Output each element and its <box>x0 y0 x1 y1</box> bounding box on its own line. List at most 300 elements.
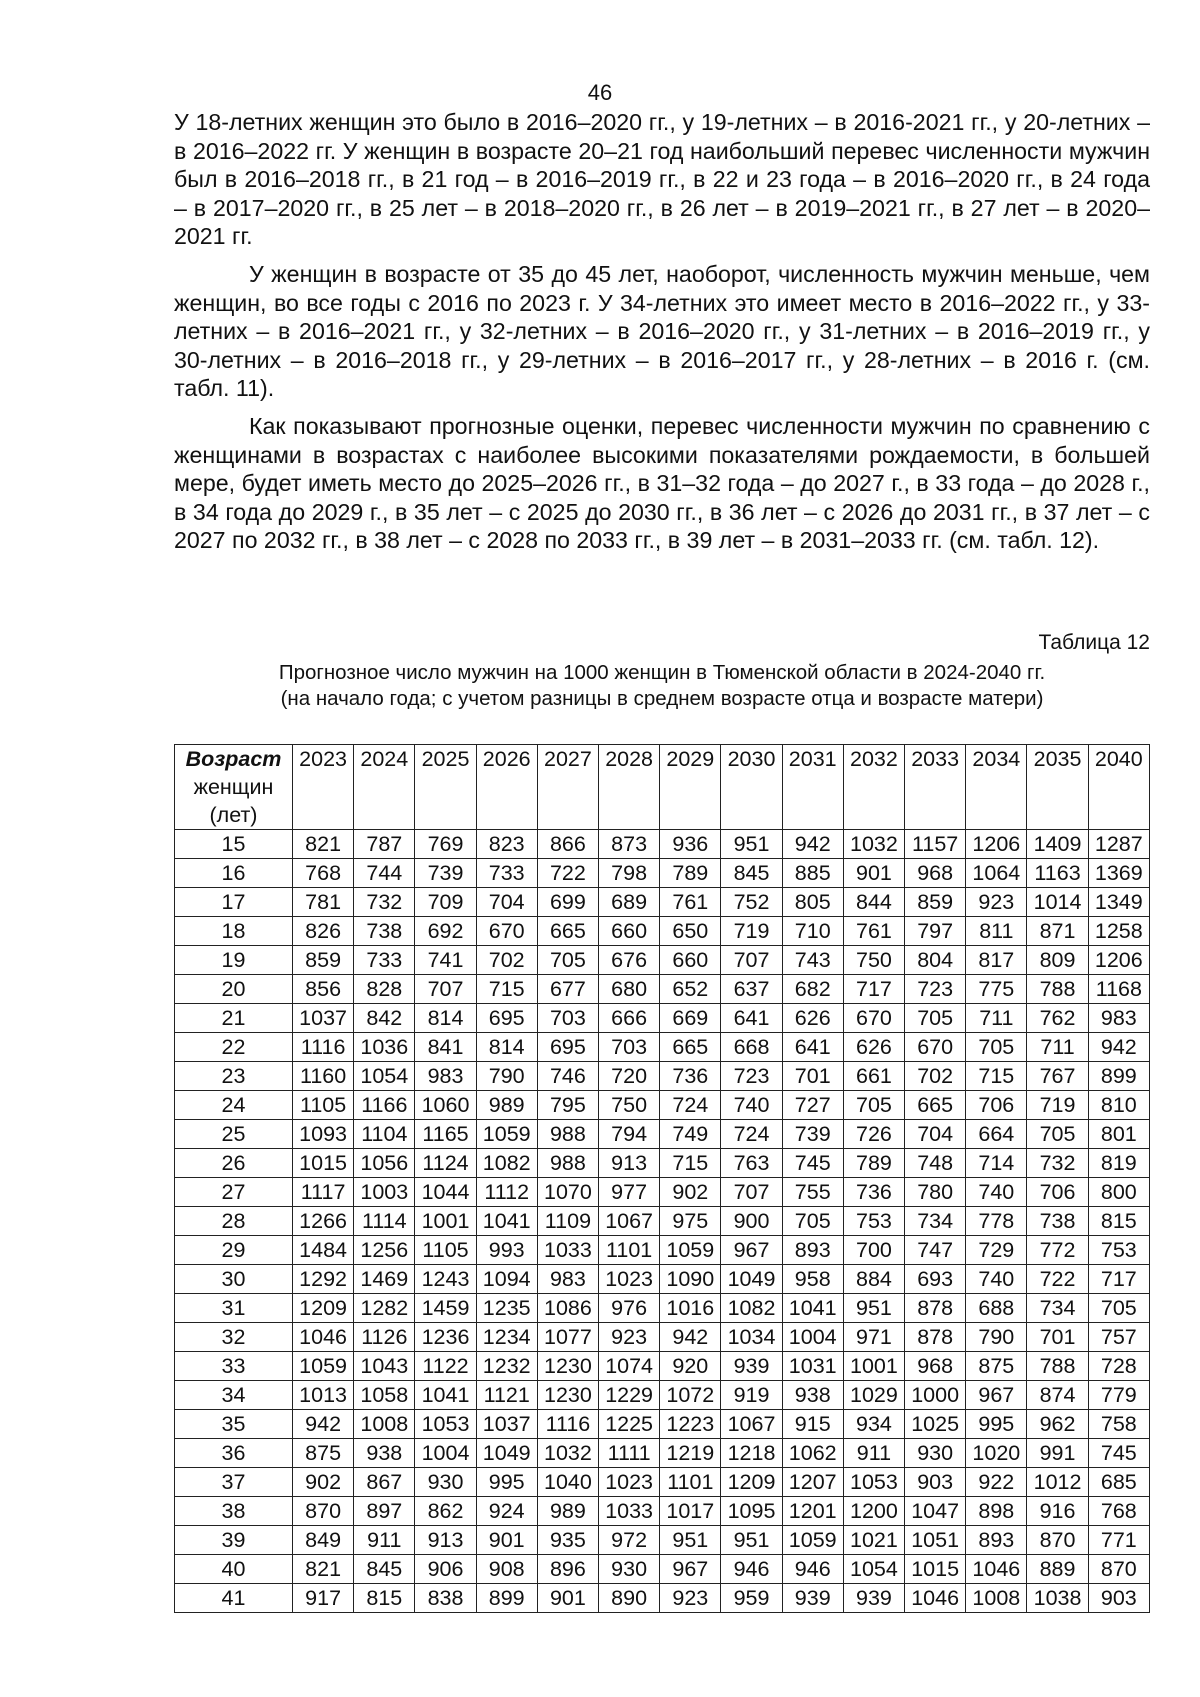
value-cell: 1058 <box>354 1381 415 1410</box>
value-cell: 1001 <box>415 1207 476 1236</box>
value-cell: 939 <box>721 1352 782 1381</box>
value-cell: 705 <box>843 1091 904 1120</box>
value-cell: 1041 <box>476 1207 537 1236</box>
value-cell: 934 <box>843 1410 904 1439</box>
value-cell: 789 <box>660 859 721 888</box>
age-cell: 35 <box>175 1410 293 1439</box>
age-cell: 23 <box>175 1062 293 1091</box>
value-cell: 983 <box>1088 1004 1149 1033</box>
value-cell: 1054 <box>843 1555 904 1584</box>
age-cell: 31 <box>175 1294 293 1323</box>
value-cell: 1168 <box>1088 975 1149 1004</box>
value-cell: 711 <box>966 1004 1027 1033</box>
value-cell: 801 <box>1088 1120 1149 1149</box>
value-cell: 1105 <box>415 1236 476 1265</box>
value-cell: 976 <box>599 1294 660 1323</box>
age-cell: 37 <box>175 1468 293 1497</box>
value-cell: 660 <box>660 946 721 975</box>
age-cell: 15 <box>175 830 293 859</box>
value-cell: 688 <box>966 1294 1027 1323</box>
value-cell: 761 <box>660 888 721 917</box>
value-cell: 714 <box>966 1149 1027 1178</box>
value-cell: 778 <box>966 1207 1027 1236</box>
value-cell: 749 <box>660 1120 721 1149</box>
table-body <box>175 830 1150 1613</box>
value-cell: 1218 <box>721 1439 782 1468</box>
value-cell: 967 <box>721 1236 782 1265</box>
value-cell: 1349 <box>1088 888 1149 917</box>
value-cell: 750 <box>599 1091 660 1120</box>
value-cell: 669 <box>660 1004 721 1033</box>
value-cell: 1126 <box>354 1323 415 1352</box>
value-cell: 862 <box>415 1497 476 1526</box>
value-cell: 738 <box>1027 1207 1088 1236</box>
value-cell: 967 <box>660 1555 721 1584</box>
value-cell: 951 <box>843 1294 904 1323</box>
value-cell: 790 <box>476 1062 537 1091</box>
table-row <box>175 1207 1150 1236</box>
value-cell: 795 <box>537 1091 598 1120</box>
value-cell: 723 <box>721 1062 782 1091</box>
value-cell: 815 <box>354 1584 415 1613</box>
value-cell: 870 <box>1088 1555 1149 1584</box>
value-cell: 878 <box>905 1323 966 1352</box>
value-cell: 810 <box>1088 1091 1149 1120</box>
value-cell: 1157 <box>905 830 966 859</box>
age-header-line3: (лет) <box>209 803 258 827</box>
value-cell: 938 <box>782 1381 843 1410</box>
value-cell: 935 <box>537 1526 598 1555</box>
value-cell: 717 <box>1088 1265 1149 1294</box>
value-cell: 842 <box>354 1004 415 1033</box>
value-cell: 923 <box>660 1584 721 1613</box>
value-cell: 707 <box>721 1178 782 1207</box>
value-cell: 789 <box>843 1149 904 1178</box>
value-cell: 968 <box>905 1352 966 1381</box>
value-cell: 771 <box>1088 1526 1149 1555</box>
value-cell: 695 <box>537 1033 598 1062</box>
value-cell: 715 <box>966 1062 1027 1091</box>
value-cell: 1046 <box>966 1555 1027 1584</box>
value-cell: 724 <box>721 1120 782 1149</box>
value-cell: 1015 <box>293 1149 354 1178</box>
value-cell: 884 <box>843 1265 904 1294</box>
value-cell: 1032 <box>843 830 904 859</box>
value-cell: 757 <box>1088 1323 1149 1352</box>
value-cell: 870 <box>293 1497 354 1526</box>
value-cell: 1236 <box>415 1323 476 1352</box>
year-header-2040: 2040 <box>1088 745 1149 830</box>
value-cell: 1025 <box>905 1410 966 1439</box>
value-cell: 896 <box>537 1555 598 1584</box>
value-cell: 856 <box>293 975 354 1004</box>
value-cell: 893 <box>782 1236 843 1265</box>
value-cell: 1093 <box>293 1120 354 1149</box>
value-cell: 817 <box>966 946 1027 975</box>
value-cell: 1101 <box>660 1468 721 1497</box>
value-cell: 814 <box>476 1033 537 1062</box>
value-cell: 758 <box>1088 1410 1149 1439</box>
table-row <box>175 1062 1150 1091</box>
value-cell: 740 <box>721 1091 782 1120</box>
year-header-2028: 2028 <box>599 745 660 830</box>
value-cell: 706 <box>1027 1178 1088 1207</box>
value-cell: 1090 <box>660 1265 721 1294</box>
value-cell: 958 <box>782 1265 843 1294</box>
value-cell: 790 <box>966 1323 1027 1352</box>
value-cell: 930 <box>415 1468 476 1497</box>
value-cell: 744 <box>354 859 415 888</box>
value-cell: 967 <box>966 1381 1027 1410</box>
value-cell: 1053 <box>415 1410 476 1439</box>
value-cell: 715 <box>476 975 537 1004</box>
value-cell: 1049 <box>476 1439 537 1468</box>
value-cell: 1000 <box>905 1381 966 1410</box>
value-cell: 826 <box>293 917 354 946</box>
value-cell: 809 <box>1027 946 1088 975</box>
value-cell: 775 <box>966 975 1027 1004</box>
age-cell: 29 <box>175 1236 293 1265</box>
value-cell: 923 <box>599 1323 660 1352</box>
value-cell: 1232 <box>476 1352 537 1381</box>
value-cell: 870 <box>1027 1526 1088 1555</box>
value-cell: 738 <box>354 917 415 946</box>
value-cell: 1077 <box>537 1323 598 1352</box>
table-row <box>175 859 1150 888</box>
value-cell: 1029 <box>843 1381 904 1410</box>
value-cell: 924 <box>476 1497 537 1526</box>
value-cell: 1046 <box>905 1584 966 1613</box>
value-cell: 1166 <box>354 1091 415 1120</box>
year-header-2032: 2032 <box>843 745 904 830</box>
year-header-2029: 2029 <box>660 745 721 830</box>
value-cell: 903 <box>1088 1584 1149 1613</box>
table-row <box>175 888 1150 917</box>
value-cell: 1235 <box>476 1294 537 1323</box>
value-cell: 692 <box>415 917 476 946</box>
value-cell: 988 <box>537 1120 598 1149</box>
table-row <box>175 946 1150 975</box>
age-cell: 19 <box>175 946 293 975</box>
value-cell: 1163 <box>1027 859 1088 888</box>
value-cell: 1044 <box>415 1178 476 1207</box>
age-cell: 40 <box>175 1555 293 1584</box>
table-row <box>175 1178 1150 1207</box>
value-cell: 652 <box>660 975 721 1004</box>
value-cell: 704 <box>905 1120 966 1149</box>
value-cell: 705 <box>537 946 598 975</box>
value-cell: 699 <box>537 888 598 917</box>
value-cell: 702 <box>905 1062 966 1091</box>
value-cell: 823 <box>476 830 537 859</box>
value-cell: 1105 <box>293 1091 354 1120</box>
age-cell: 16 <box>175 859 293 888</box>
value-cell: 890 <box>599 1584 660 1613</box>
value-cell: 946 <box>721 1555 782 1584</box>
value-cell: 797 <box>905 917 966 946</box>
value-cell: 1209 <box>293 1294 354 1323</box>
value-cell: 680 <box>599 975 660 1004</box>
value-cell: 788 <box>1027 975 1088 1004</box>
value-cell: 946 <box>782 1555 843 1584</box>
value-cell: 939 <box>782 1584 843 1613</box>
table-row <box>175 1294 1150 1323</box>
value-cell: 849 <box>293 1526 354 1555</box>
value-cell: 1287 <box>1088 830 1149 859</box>
value-cell: 732 <box>1027 1149 1088 1178</box>
year-header-2034: 2034 <box>966 745 1027 830</box>
value-cell: 1234 <box>476 1323 537 1352</box>
value-cell: 626 <box>782 1004 843 1033</box>
value-cell: 798 <box>599 859 660 888</box>
table-row <box>175 830 1150 859</box>
value-cell: 942 <box>293 1410 354 1439</box>
value-cell: 739 <box>782 1120 843 1149</box>
table-row <box>175 1439 1150 1468</box>
value-cell: 1036 <box>354 1033 415 1062</box>
value-cell: 1070 <box>537 1178 598 1207</box>
value-cell: 693 <box>905 1265 966 1294</box>
value-cell: 1051 <box>905 1526 966 1555</box>
value-cell: 1109 <box>537 1207 598 1236</box>
value-cell: 1041 <box>782 1294 843 1323</box>
value-cell: 743 <box>782 946 843 975</box>
value-cell: 1015 <box>905 1555 966 1584</box>
value-cell: 995 <box>476 1468 537 1497</box>
value-cell: 917 <box>293 1584 354 1613</box>
value-cell: 942 <box>660 1323 721 1352</box>
value-cell: 745 <box>1088 1439 1149 1468</box>
value-cell: 734 <box>905 1207 966 1236</box>
value-cell: 729 <box>966 1236 1027 1265</box>
value-cell: 885 <box>782 859 843 888</box>
value-cell: 897 <box>354 1497 415 1526</box>
value-cell: 922 <box>966 1468 1027 1497</box>
value-cell: 893 <box>966 1526 1027 1555</box>
value-cell: 814 <box>415 1004 476 1033</box>
value-cell: 1160 <box>293 1062 354 1091</box>
value-cell: 951 <box>721 1526 782 1555</box>
value-cell: 741 <box>415 946 476 975</box>
table-row <box>175 1265 1150 1294</box>
table-row <box>175 1381 1150 1410</box>
value-cell: 670 <box>843 1004 904 1033</box>
age-cell: 22 <box>175 1033 293 1062</box>
value-cell: 875 <box>293 1439 354 1468</box>
value-cell: 736 <box>660 1062 721 1091</box>
value-cell: 1219 <box>660 1439 721 1468</box>
value-cell: 821 <box>293 830 354 859</box>
age-cell: 36 <box>175 1439 293 1468</box>
value-cell: 902 <box>660 1178 721 1207</box>
year-header-2024: 2024 <box>354 745 415 830</box>
value-cell: 1104 <box>354 1120 415 1149</box>
value-cell: 951 <box>721 830 782 859</box>
year-header-2031: 2031 <box>782 745 843 830</box>
value-cell: 740 <box>966 1265 1027 1294</box>
value-cell: 1074 <box>599 1352 660 1381</box>
value-cell: 1116 <box>537 1410 598 1439</box>
age-cell: 38 <box>175 1497 293 1526</box>
age-cell: 21 <box>175 1004 293 1033</box>
age-cell: 26 <box>175 1149 293 1178</box>
value-cell: 991 <box>1027 1439 1088 1468</box>
value-cell: 1072 <box>660 1381 721 1410</box>
value-cell: 898 <box>966 1497 1027 1526</box>
value-cell: 1008 <box>966 1584 1027 1613</box>
value-cell: 1230 <box>537 1352 598 1381</box>
value-cell: 971 <box>843 1323 904 1352</box>
value-cell: 968 <box>905 859 966 888</box>
value-cell: 930 <box>905 1439 966 1468</box>
value-cell: 1230 <box>537 1381 598 1410</box>
value-cell: 1114 <box>354 1207 415 1236</box>
value-cell: 1459 <box>415 1294 476 1323</box>
value-cell: 1032 <box>537 1439 598 1468</box>
value-cell: 1041 <box>415 1381 476 1410</box>
value-cell: 838 <box>415 1584 476 1613</box>
value-cell: 859 <box>905 888 966 917</box>
value-cell: 993 <box>476 1236 537 1265</box>
table-label: Таблица 12 <box>1038 631 1150 654</box>
table-row <box>175 1352 1150 1381</box>
value-cell: 901 <box>537 1584 598 1613</box>
value-cell: 1016 <box>660 1294 721 1323</box>
value-cell: 715 <box>660 1149 721 1178</box>
value-cell: 1101 <box>599 1236 660 1265</box>
value-cell: 901 <box>843 859 904 888</box>
value-cell: 733 <box>476 859 537 888</box>
value-cell: 794 <box>599 1120 660 1149</box>
age-cell: 24 <box>175 1091 293 1120</box>
table-row <box>175 1468 1150 1497</box>
age-cell: 25 <box>175 1120 293 1149</box>
value-cell: 722 <box>1027 1265 1088 1294</box>
value-cell: 1116 <box>293 1033 354 1062</box>
body-text <box>174 108 1150 564</box>
age-cell: 27 <box>175 1178 293 1207</box>
value-cell: 959 <box>721 1584 782 1613</box>
value-cell: 1038 <box>1027 1584 1088 1613</box>
value-cell: 767 <box>1027 1062 1088 1091</box>
value-cell: 859 <box>293 946 354 975</box>
value-cell: 702 <box>476 946 537 975</box>
value-cell: 705 <box>966 1033 1027 1062</box>
value-cell: 1266 <box>293 1207 354 1236</box>
value-cell: 845 <box>354 1555 415 1584</box>
age-cell: 32 <box>175 1323 293 1352</box>
value-cell: 769 <box>415 830 476 859</box>
value-cell: 871 <box>1027 917 1088 946</box>
value-cell: 703 <box>599 1033 660 1062</box>
value-cell: 805 <box>782 888 843 917</box>
value-cell: 875 <box>966 1352 1027 1381</box>
value-cell: 1012 <box>1027 1468 1088 1497</box>
value-cell: 1033 <box>537 1236 598 1265</box>
table-row <box>175 1497 1150 1526</box>
value-cell: 753 <box>843 1207 904 1236</box>
value-cell: 1223 <box>660 1410 721 1439</box>
value-cell: 641 <box>721 1004 782 1033</box>
value-cell: 1003 <box>354 1178 415 1207</box>
value-cell: 740 <box>966 1178 1027 1207</box>
year-header-2023: 2023 <box>293 745 354 830</box>
value-cell: 1060 <box>415 1091 476 1120</box>
age-cell: 28 <box>175 1207 293 1236</box>
value-cell: 1209 <box>721 1468 782 1497</box>
value-cell: 1082 <box>721 1294 782 1323</box>
value-cell: 665 <box>660 1033 721 1062</box>
value-cell: 903 <box>905 1468 966 1497</box>
paragraph-1: У 18-летних женщин это было в 2016–2020 гг., у 19-летних – в 2016-2021 гг., у 20-летних – в 2016–2022 гг. У женщин в возрасте 20–21 год наибольший перевес численности мужчин был в 2016–2018 гг., в 21 год – в 2016–2019 гг., в 22 и 23 года – в 2016–2020 гг., в 24 года – в 2017–2020 гг., в 25 лет – в 2018–2020 гг., в 26 лет – в 2019–2021 гг., в 27 лет – в 2020–2021 гг. <box>174 109 1150 250</box>
value-cell: 1067 <box>599 1207 660 1236</box>
value-cell: 1046 <box>293 1323 354 1352</box>
table-row <box>175 1004 1150 1033</box>
value-cell: 695 <box>476 1004 537 1033</box>
value-cell: 723 <box>905 975 966 1004</box>
value-cell: 988 <box>537 1149 598 1178</box>
value-cell: 923 <box>966 888 1027 917</box>
value-cell: 727 <box>782 1091 843 1120</box>
page-number: 46 <box>587 80 613 105</box>
value-cell: 780 <box>905 1178 966 1207</box>
value-cell: 828 <box>354 975 415 1004</box>
value-cell: 911 <box>843 1439 904 1468</box>
value-cell: 1059 <box>660 1236 721 1265</box>
value-cell: 1165 <box>415 1120 476 1149</box>
value-cell: 930 <box>599 1555 660 1584</box>
value-cell: 703 <box>537 1004 598 1033</box>
value-cell: 804 <box>905 946 966 975</box>
value-cell: 1121 <box>476 1381 537 1410</box>
age-cell: 41 <box>175 1584 293 1613</box>
value-cell: 720 <box>599 1062 660 1091</box>
value-cell: 665 <box>537 917 598 946</box>
value-cell: 913 <box>599 1149 660 1178</box>
value-cell: 841 <box>415 1033 476 1062</box>
value-cell: 762 <box>1027 1004 1088 1033</box>
value-cell: 878 <box>905 1294 966 1323</box>
year-header-2027: 2027 <box>537 745 598 830</box>
value-cell: 911 <box>354 1526 415 1555</box>
value-cell: 706 <box>966 1091 1027 1120</box>
value-cell: 768 <box>293 859 354 888</box>
table-row <box>175 1033 1150 1062</box>
table-caption-line1: Прогнозное число мужчин на 1000 женщин в Тюменской области в 2024-2040 гг. <box>278 661 1046 684</box>
value-cell: 1207 <box>782 1468 843 1497</box>
value-cell: 701 <box>1027 1323 1088 1352</box>
value-cell: 732 <box>354 888 415 917</box>
age-column-header <box>175 745 293 830</box>
value-cell: 1059 <box>782 1526 843 1555</box>
value-cell: 1040 <box>537 1468 598 1497</box>
value-cell: 768 <box>1088 1497 1149 1526</box>
age-cell: 18 <box>175 917 293 946</box>
value-cell: 733 <box>354 946 415 975</box>
value-cell: 1034 <box>721 1323 782 1352</box>
value-cell: 781 <box>293 888 354 917</box>
value-cell: 1206 <box>966 830 1027 859</box>
year-header-2030: 2030 <box>721 745 782 830</box>
value-cell: 902 <box>293 1468 354 1497</box>
value-cell: 707 <box>721 946 782 975</box>
value-cell: 1021 <box>843 1526 904 1555</box>
year-header-2026: 2026 <box>476 745 537 830</box>
value-cell: 650 <box>660 917 721 946</box>
value-cell: 704 <box>476 888 537 917</box>
value-cell: 1053 <box>843 1468 904 1497</box>
value-cell: 677 <box>537 975 598 1004</box>
